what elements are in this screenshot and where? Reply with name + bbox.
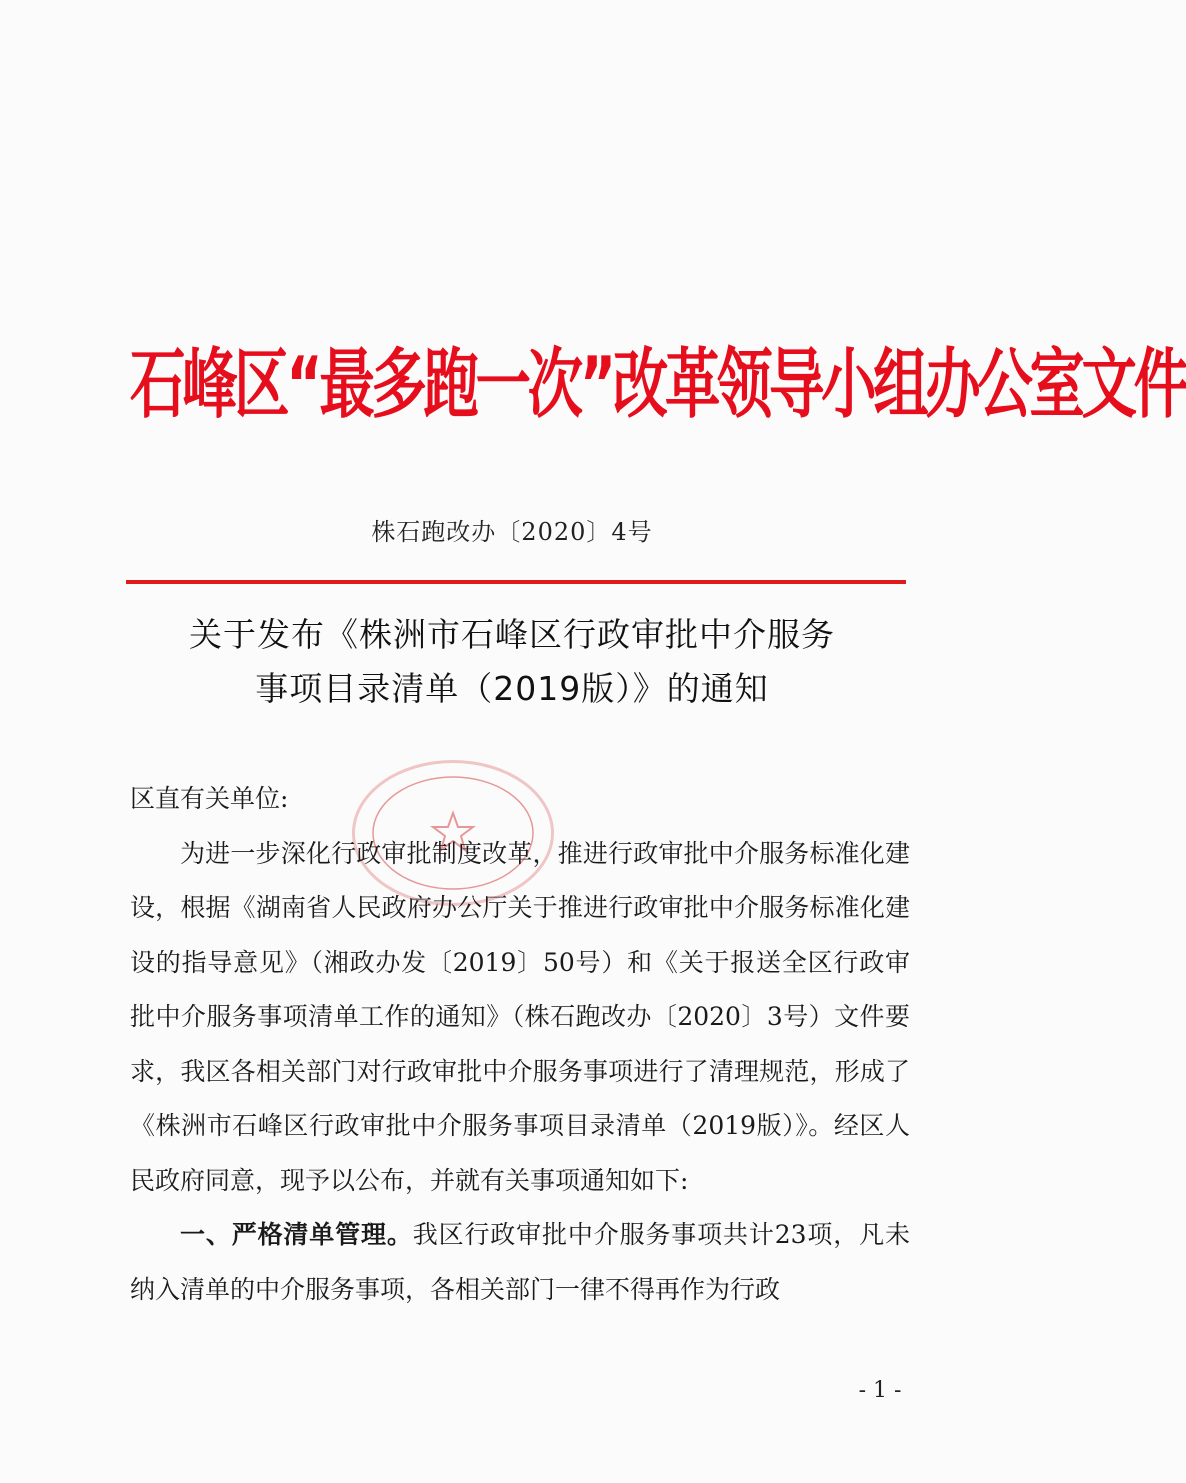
- document-number: 株石跑改办〔2020〕4号: [371, 518, 653, 546]
- notice-title: [100, 608, 924, 716]
- red-divider-line: [126, 580, 906, 584]
- paragraph-intro: 为进一步深化行政审批制度改革，推进行政审批中介服务标准化建设，根据《湖南省人民政府办公厅关于推进行政审批中介服务标准化建设的指导意见》（湘政办发〔2019〕50号）和《关于报送全区行政审批中介服务事项清单工作的通知》（株石跑改办〔2020〕3号）文件要求，我区各相关部门对行政审批中介服务事项进行了清理规范，形成了《株洲市石峰区行政审批中介服务事项目录清单（2019版）》。经区人民政府同意，现予以公布，并就有关事项通知如下:: [130, 838, 910, 1195]
- issuing-office-title: 石峰区“最多跑一次”改革领导小组办公室文件: [130, 340, 1186, 429]
- salutation: 区直有关单位:: [130, 784, 289, 813]
- paragraph-item-1: [130, 1208, 910, 1317]
- notice-title-line-2: 事项目录清单（2019版）》的通知: [255, 669, 769, 708]
- page-number: - 1 -: [858, 1378, 902, 1403]
- notice-title-line-1: 关于发布《株洲市石峰区行政审批中介服务: [189, 615, 835, 654]
- notice-body: [130, 772, 910, 1317]
- item-1-text: 我区行政审批中介服务事项共计23项，凡未纳入清单的中介服务事项，各相关部门一律不得再作为行政: [130, 1220, 910, 1304]
- item-1-heading: 一、严格清单管理。: [180, 1220, 413, 1249]
